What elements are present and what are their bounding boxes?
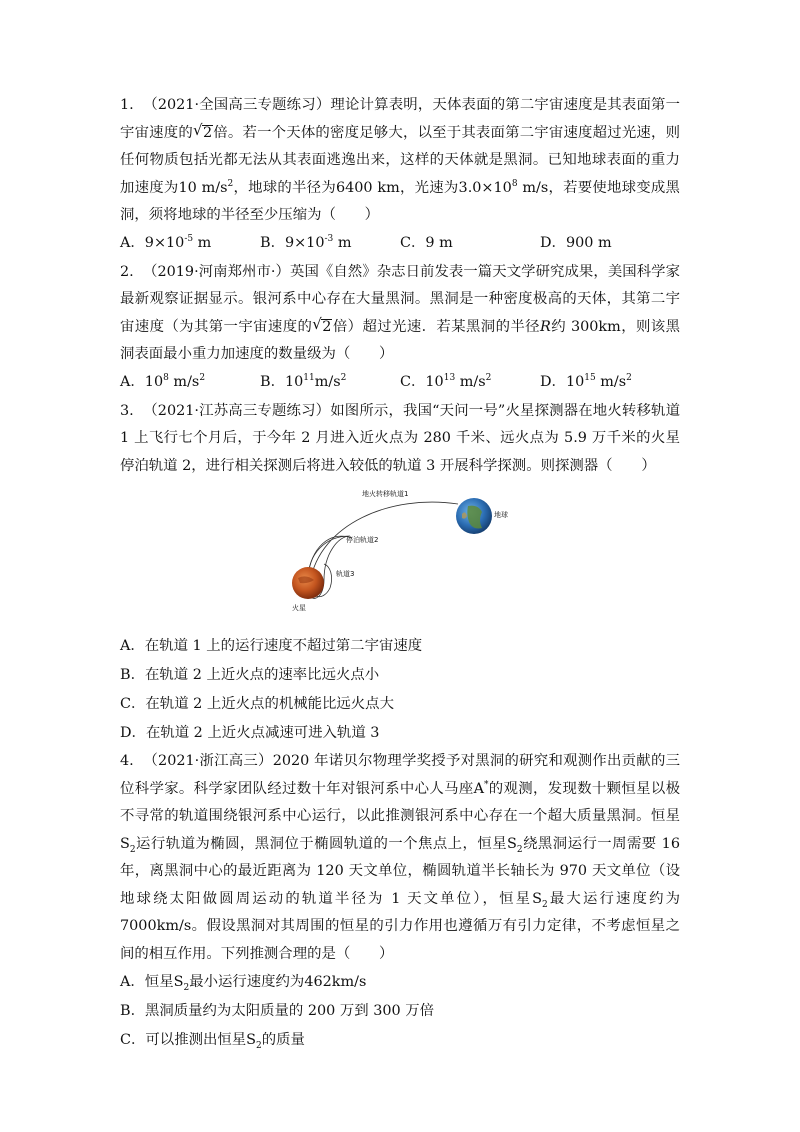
q1-gravity: 10 m/s	[178, 179, 228, 196]
q4-text-b: 的观测，发现数十颗恒星以极不寻常的轨道围绕银河系中心运行，以此推测银河系中心存在一个超大质量黑洞。恒星	[120, 780, 680, 824]
q2-radius-symbol: R	[539, 318, 551, 335]
q2-option-d[interactable]: D．$10^{15}$ $m/s^2$	[540, 372, 632, 390]
q1-text-e: ，若要使地球变成黑洞，须将地球的半径至少压缩为（ ）	[120, 179, 680, 223]
q4-option-c[interactable]: C．可以推测出恒星$S_2$的质量	[120, 1032, 305, 1051]
q4-text-f: 。假设黑洞对其周围的恒星的引力作用也遵循万有引力定律，不考虑恒星之间的相互作用。下列推测合理的是（ ）	[120, 918, 680, 962]
q4-text-e: 最大运行速度约为	[547, 890, 680, 907]
question-1	[120, 92, 680, 230]
q1-lightspeed-unit: m/s	[517, 179, 549, 196]
q2-options	[120, 369, 680, 396]
q1-text-b: 倍。若一个天体的密度足够大，以至于其表面第二宇宙速度超过光速，则任何物质包括光都无法从其表面逃逸出来，这样的天体就是黑洞。已知地球表面的重力加速度为	[120, 124, 680, 196]
mars-planet	[292, 567, 324, 599]
q3-option-b[interactable]: B．在轨道 2 上近火点的速率比远火点小	[120, 667, 380, 683]
q3-option-d[interactable]: D．在轨道 2 上近火点减速可进入轨道 3	[120, 725, 380, 741]
q1-options	[120, 230, 680, 257]
q1-text-d: ，光速为	[399, 179, 459, 196]
sqrt-symbol: √ 2	[192, 120, 213, 141]
q1-text-c: ，地球的半径为	[233, 179, 336, 196]
q3-number: 3.	[120, 402, 134, 419]
q2-source: （2019·河南郑州市·）	[143, 263, 291, 280]
q1-gravity-exp: 2	[227, 178, 234, 189]
q4-number: 4.	[120, 753, 134, 769]
label-earth: 地球	[494, 511, 508, 519]
q3-option-c[interactable]: C．在轨道 2 上近火点的机械能比远火点大	[120, 696, 394, 712]
question-2	[120, 259, 680, 369]
q1-source: （2021·全国高三专题练习）	[143, 97, 331, 113]
q4-sgr: A	[473, 780, 484, 797]
q1-option-d[interactable]: D．900 m	[540, 234, 612, 251]
orbit-figure	[120, 484, 680, 624]
q1-number: 1.	[120, 97, 134, 113]
q1-lightspeed: 3.0×10	[458, 179, 512, 196]
q4-star-s2: S	[120, 835, 130, 852]
q2-option-b[interactable]: B．$10^{11}m/s^2$	[260, 372, 347, 390]
q3-option-a[interactable]: A．在轨道 1 上的运行速度不超过第二宇宙速度	[120, 638, 423, 654]
q2-text-c: 约 300km，则该黑洞表面最小重力加速度的数量级为（ ）	[120, 318, 680, 362]
label-orbit-1: 地火转移轨道1	[362, 490, 409, 498]
question-3	[120, 398, 680, 481]
q2-number: 2.	[120, 263, 134, 280]
q1-option-c[interactable]: C．9 m	[400, 234, 453, 251]
q3-text: 如图所示，我国“天问一号”火星探测器在地火转移轨道 1 上飞行七个月后，于今年 2 月进入近火点为 280 千米、远火点为 5.9 万千米的火星停泊轨道 2，进行相关探测后将进入较低的轨道 3 开展科学探测。则探测器（ ）	[120, 402, 681, 474]
q4-text-d: 绕黑洞运行一周需要 16 年，离黑洞中心的最近距离为 120 天文单位，椭圆轨道半长轴长为 970 天文单位（设地球绕太阳做圆周运动的轨道半径为 1 天文单位），恒星	[120, 835, 680, 907]
question-page	[120, 92, 680, 1055]
q3-source: （2021·江苏高三专题练习）	[143, 402, 331, 419]
q1-lightspeed-exp: 8	[511, 178, 518, 189]
label-orbit-3: 轨道3	[336, 570, 355, 578]
orbit-diagram	[280, 484, 510, 624]
label-mars: 火星	[292, 604, 306, 612]
sqrt-symbol: √ 2	[312, 314, 332, 335]
q1-radius: 6400 km	[335, 179, 400, 196]
q4-vmax: 7000km/s	[120, 918, 192, 934]
q4-option-b[interactable]: B．黑洞质量约为太阳质量的 200 万到 300 万倍	[120, 1003, 435, 1019]
question-4: 4. （2021·浙江高三）2020 年诺贝尔物理学奖授予对黑洞的研究和观测作出贡献的三位科学家。科学家团队经过数十年对银河系中心人马座A*的观测，发现数十颗恒星以极不寻常的轨道围绕银河系中心运行，以此推测银河系中心存在一个超大质量黑洞。恒星$S_2$运行轨道为椭圆，黑洞位于椭圆轨道的一个焦点上，恒星$S_2$绕黑洞运行一周需要 16 年，离黑洞中心的最近距离为 120 天文单位，椭圆轨道半长轴长为 970 天文单位（设地球绕太阳做圆周运动的轨道半径为 1 天文单位），恒星$S_2$最大运行速度约为7000km/s。假设黑洞对其周围的恒星的引力作用也遵循万有引力定律，不考虑恒星之间的相互作用。下列推测合理的是（ ）	[120, 753, 680, 962]
q2-text-a: 英国《自然》杂志日前发表一篇天文学研究成果，美国科学家最新观察证据显示。银河系中心存在大量黑洞。黑洞是一种密度极高的天体，其第二宇宙速度（为其第一宇宙速度的	[120, 263, 680, 335]
q4-source: （2021·浙江高三）	[143, 753, 273, 769]
q2-option-c[interactable]: C．$10^{13}$ $m/s^2$	[400, 372, 492, 390]
label-orbit-2: 停泊轨道2	[346, 536, 379, 544]
q2-option-a[interactable]: A．$10^8$ $m/s^2$	[120, 372, 206, 390]
q1-text-a: 理论计算表明，天体表面的第二宇宙速度是其表面第一宇宙速度的	[120, 97, 680, 141]
q4-option-a[interactable]: A．恒星$S_2$最小运行速度约为462km/s	[120, 974, 367, 993]
q4-text-c: 运行轨道为椭圆，黑洞位于椭圆轨道的一个焦点上，恒星	[135, 835, 508, 852]
transfer-orbit-1	[310, 502, 458, 582]
q4-text-a: 2020 年诺贝尔物理学奖授予对黑洞的研究和观测作出贡献的三位科学家。科学家团队经过数十年对银河系中心人马座	[120, 753, 680, 797]
q1-option-a[interactable]: A．$9\times 10^{-5}$ m	[120, 233, 212, 251]
q4-sgr-sup: *	[483, 779, 489, 790]
q2-text-b: 倍）超过光速．若某黑洞的半径	[332, 318, 540, 335]
q1-option-b[interactable]: B．$9\times 10^{-3}$ m	[260, 233, 352, 251]
